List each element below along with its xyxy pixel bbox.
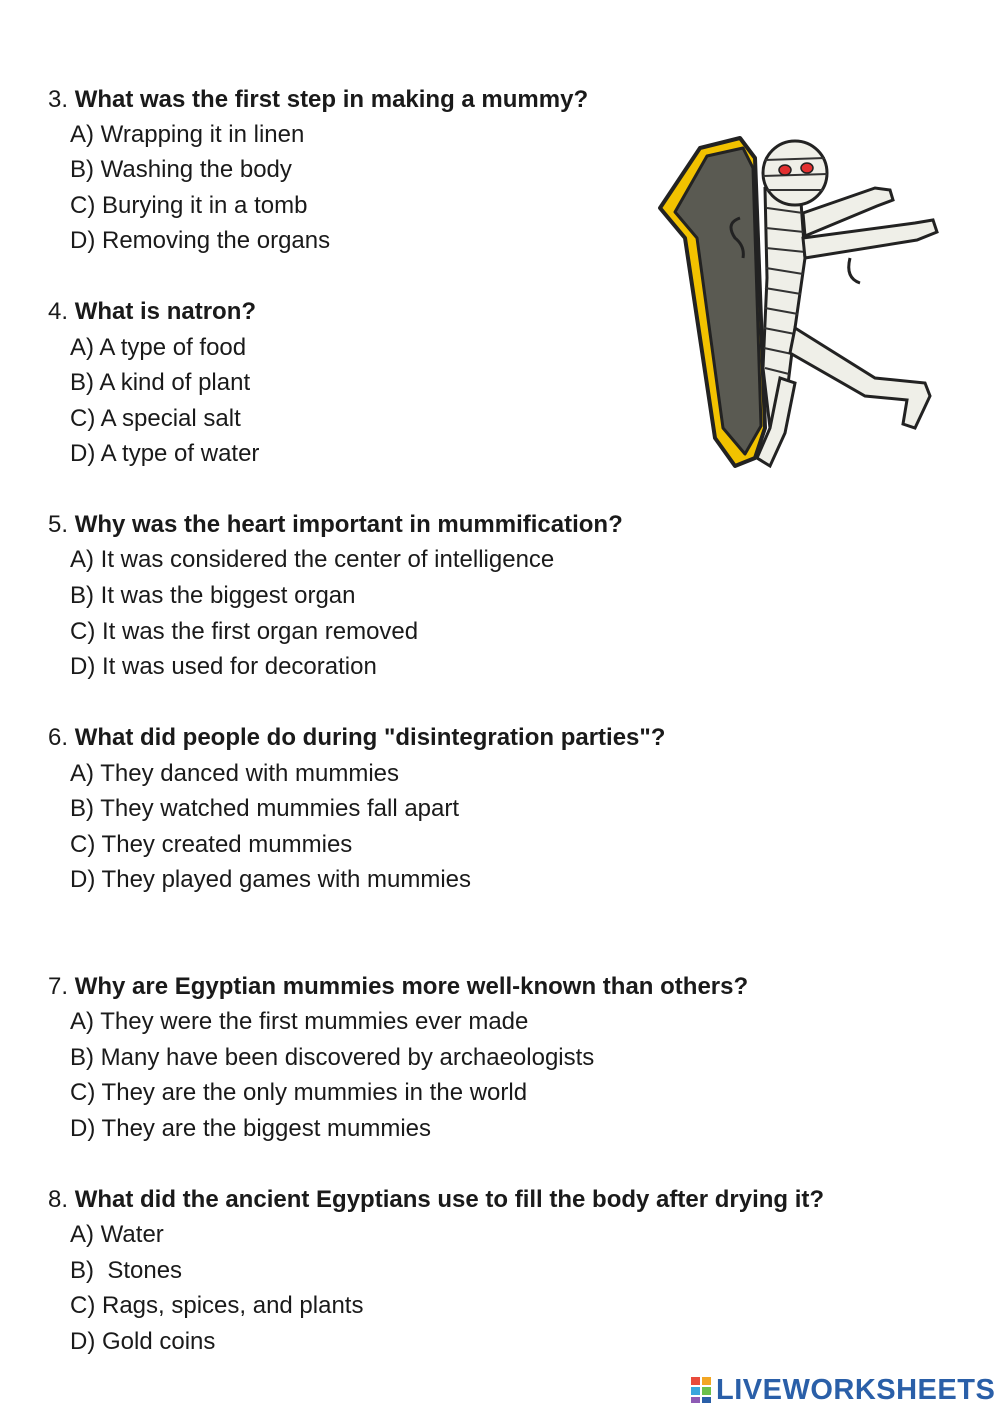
option-5b: B) It was the biggest organ [70,582,356,609]
question-number: 8. [48,1186,69,1213]
option-8a: A) Water [70,1221,164,1248]
option-6c: C) They created mummies [70,831,353,858]
question-number: 3. [48,86,69,113]
option-7c: C) They are the only mummies in the world [70,1079,528,1106]
question-number: 7. [48,973,69,1000]
mummy-sarcophagus-illustration [645,128,945,473]
liveworksheets-logo [690,1372,995,1408]
option-7d: D) They are the biggest mummies [70,1115,432,1142]
question-text: What was the first step in making a mummy? [74,86,589,113]
question-number: 4. [48,298,69,325]
option-5a: A) It was considered the center of intelligence [70,546,555,573]
option-4a: A) A type of food [70,334,247,361]
option-4d: D) A type of water [70,440,260,467]
option-3b: B) Washing the body [70,156,292,183]
question-8 [48,1185,824,1215]
question-text: Why was the heart important in mummification? [74,511,623,538]
question-text: Why are Egyptian mummies more well-known than others? [74,973,749,1000]
question-text: What did people do during "disintegration parties"? [74,724,666,751]
option-4c: C) A special salt [70,405,241,432]
option-6b: B) They watched mummies fall apart [70,795,460,822]
question-number: 6. [48,724,69,751]
option-3c: C) Burying it in a tomb [70,192,308,219]
question-3 [48,85,588,115]
option-6a: A) They danced with mummies [70,760,400,787]
logo-text: LIVEWORKSHEETS [716,1373,996,1406]
option-8d: D) Gold coins [70,1328,216,1355]
question-text: What is natron? [74,298,257,325]
question-7 [48,972,748,1002]
question-text: What did the ancient Egyptians use to fill the body after drying it? [74,1186,825,1213]
option-7b: B) Many have been discovered by archaeologists [70,1044,595,1071]
option-3d: D) Removing the organs [70,227,331,254]
question-4 [48,297,256,327]
option-6d: D) They played games with mummies [70,866,472,893]
option-8c: C) Rags, spices, and plants [70,1292,364,1319]
option-8b: B) Stones [70,1257,183,1284]
question-6 [48,723,665,753]
question-5 [48,510,623,540]
question-number: 5. [48,511,69,538]
option-7a: A) They were the first mummies ever made [70,1008,529,1035]
liveworksheets-logo-icon [690,1375,712,1405]
option-5d: D) It was used for decoration [70,653,377,680]
option-5c: C) It was the first organ removed [70,618,419,645]
option-4b: B) A kind of plant [70,369,251,396]
option-3a: A) Wrapping it in linen [70,121,305,148]
